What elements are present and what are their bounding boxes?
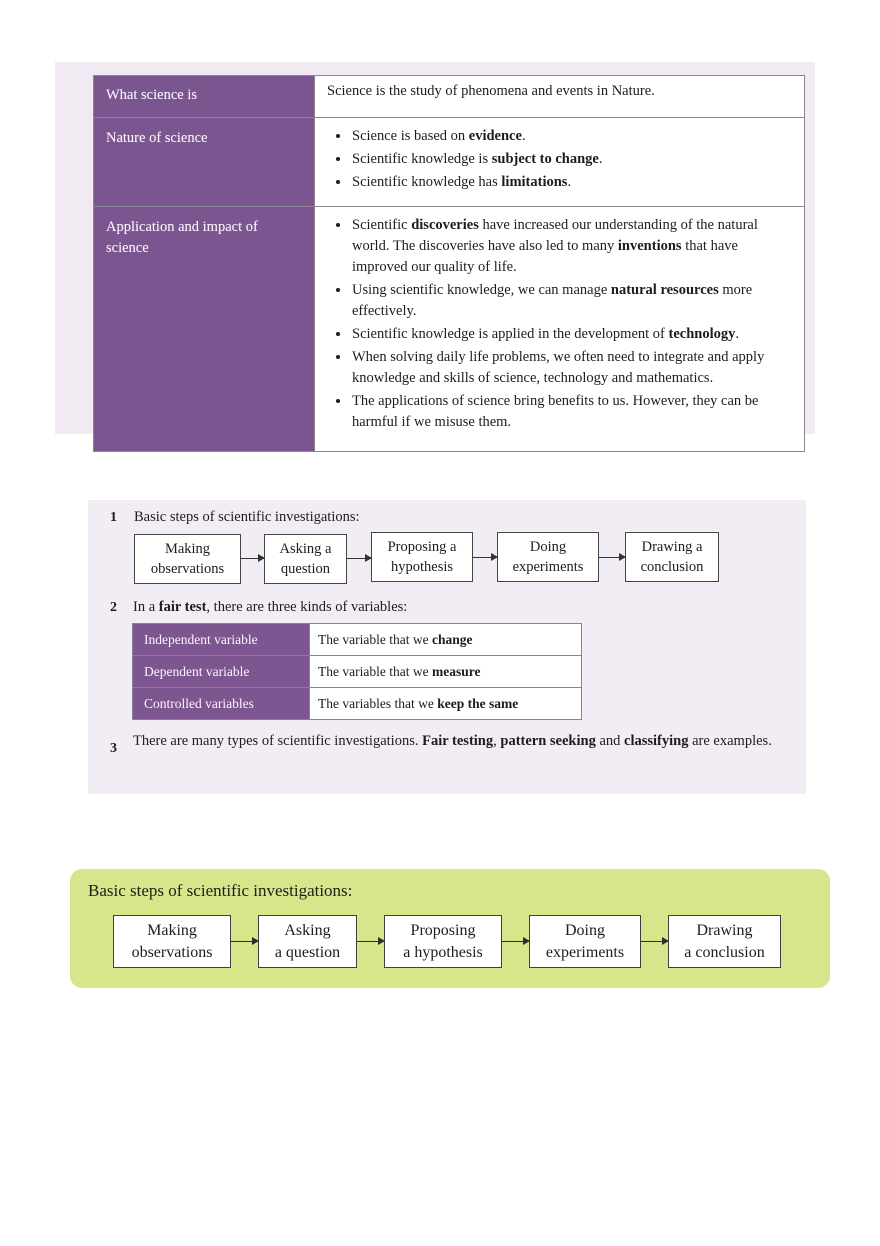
variable-name: Dependent variable	[133, 656, 310, 688]
step-box: Doing experiments	[497, 532, 599, 582]
table-row	[133, 656, 582, 688]
step-box: Proposing a hypothesis	[384, 915, 502, 968]
table-row	[94, 207, 805, 452]
list-item: • Scientific discoveries have increased our understanding of the natural world. The discoveries have also led to many inventions that have improved our quality of life.	[351, 215, 784, 278]
row-label-nature-of-science: Nature of science	[94, 118, 315, 207]
list-item: • Science is based on evidence.	[351, 126, 784, 147]
step-box: Making observations	[134, 534, 241, 584]
variable-name: Independent variable	[133, 624, 310, 656]
list-item: • The applications of science bring benefits to us. However, they can be harmful if we misuse them.	[351, 391, 784, 433]
item-number: 2	[110, 600, 117, 615]
row-content: Science is the study of phenomena and events in Nature.	[315, 76, 805, 118]
row-content	[315, 118, 805, 207]
table-row	[133, 624, 582, 656]
list-item: • When solving daily life problems, we often need to integrate and apply knowledge and skills of science, technology and mathematics.	[351, 347, 784, 389]
row-label-what-science-is: What science is	[94, 76, 315, 118]
arrow-right-icon	[502, 941, 529, 942]
list-item: • Scientific knowledge is applied in the development of technology.	[351, 324, 784, 345]
step-box: Proposing a hypothesis	[371, 532, 473, 582]
list-item: • Scientific knowledge is subject to change.	[351, 149, 784, 170]
item-text: There are many types of scientific investigations. Fair testing, pattern seeking and classifying are examples.	[133, 733, 772, 749]
arrow-right-icon	[241, 558, 264, 559]
list-item: • Using scientific knowledge, we can manage natural resources more effectively.	[351, 280, 784, 322]
step-box: Drawing a conclusion	[668, 915, 781, 968]
green-banner	[70, 869, 830, 988]
step-box: Drawing a conclusion	[625, 532, 719, 582]
banner-title: Basic steps of scientific investigations:	[88, 881, 353, 900]
item-text: Basic steps of scientific investigations:	[134, 509, 360, 525]
variable-description: The variable that we measure	[310, 656, 582, 688]
arrow-right-icon	[473, 557, 497, 558]
arrow-right-icon	[347, 558, 371, 559]
item-number: 1	[110, 510, 117, 525]
variable-name: Controlled variables	[133, 688, 310, 720]
science-summary-table	[93, 75, 805, 452]
science-summary-panel	[55, 62, 815, 434]
list-item: • Scientific knowledge has limitations.	[351, 172, 784, 193]
variables-table	[132, 623, 582, 720]
row-content	[315, 207, 805, 452]
variable-description: The variables that we keep the same	[310, 688, 582, 720]
step-box: Asking a question	[258, 915, 357, 968]
arrow-right-icon	[641, 941, 668, 942]
row-label-application-and-impact: Application and impact of science	[94, 207, 315, 452]
arrow-right-icon	[231, 941, 258, 942]
step-box: Asking a question	[264, 534, 347, 584]
numbered-summary-panel	[88, 500, 806, 794]
step-box: Doing experiments	[529, 915, 641, 968]
table-row	[94, 76, 805, 118]
step-box: Making observations	[113, 915, 231, 968]
variable-description: The variable that we change	[310, 624, 582, 656]
arrow-right-icon	[357, 941, 384, 942]
item-text: In a fair test, there are three kinds of variables:	[133, 599, 408, 615]
bullet-list	[315, 118, 804, 193]
table-row	[94, 118, 805, 207]
table-row	[133, 688, 582, 720]
bullet-list	[315, 207, 804, 433]
arrow-right-icon	[599, 557, 625, 558]
item-number: 3	[110, 741, 117, 756]
